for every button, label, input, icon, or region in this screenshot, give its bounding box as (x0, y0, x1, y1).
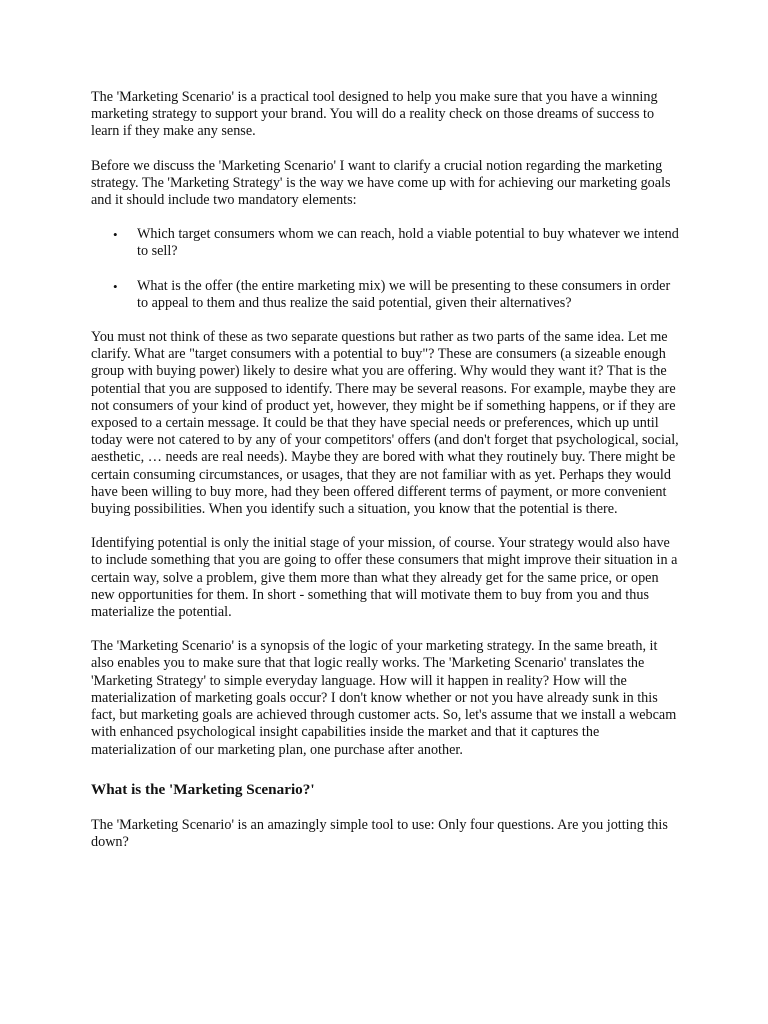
potential-paragraph: You must not think of these as two separate questions but rather as two parts of the same idea. Let me clarify. What are "target consumers with a potential to buy"? These are consumers (a sizeable enough group with buying power) likely to desire what you are offering. Why would they want it? That is the potential that you are supposed to identify. There may be several reasons. For example, maybe they are not consumers of your kind of product yet, however, they might be if something happens, or if they are exposed to a certain message. It could be that they have special needs or preferences, which up until today were not catered to by any of your competitors' offers (and don't forget that psychological, social, aesthetic, … needs are real needs). Maybe they are bored with what they routinely buy. There might be certain consuming circumstances, or usages, that they are not familiar with as yet. Perhaps they would have been willing to buy more, had they been offered different terms of payment, or more convenient buying possibilities. When you identify such a situation, you know that the potential is there. (91, 329, 679, 518)
list-item-text: What is the offer (the entire marketing mix) we will be presenting to these consumers in order to appeal to them and thus realize the said potential, given their alternatives? (137, 277, 671, 311)
list-item (91, 226, 679, 260)
offer-paragraph: Identifying potential is only the initial stage of your mission, of course. Your strategy would also have to include something that you are going to offer these consumers that might improve their situation in a certain way, solve a problem, give them more than what they already get for the same price, or open new opportunities for them. In short - something that will motivate them to buy from you and thus materialize the potential. (91, 535, 678, 621)
section-heading: What is the 'Marketing Scenario?' (91, 780, 315, 798)
list-item (91, 278, 679, 312)
list-item-text: Which target consumers whom we can reach, hold a viable potential to buy whatever we intend to sell? (137, 226, 679, 260)
strategy-paragraph: Before we discuss the 'Marketing Scenario' I want to clarify a crucial notion regarding the marketing strategy. The 'Marketing Strategy' is the way we have come up with for achieving our marketing goals and it should include two mandatory elements: (91, 157, 671, 209)
mandatory-elements-list (91, 226, 679, 312)
document-page (91, 89, 679, 868)
bullet-icon: • (113, 278, 118, 294)
intro-paragraph: The 'Marketing Scenario' is a practical tool designed to help you make sure that you have a winning marketing strategy to support your brand. You will do a reality check on those dreams of success to learn if they make any sense. (91, 89, 658, 140)
bullet-icon: • (113, 227, 118, 243)
final-paragraph: The 'Marketing Scenario' is an amazingly simple tool to use: Only four questions. Are you jotting this down? (91, 816, 668, 850)
synopsis-paragraph: The 'Marketing Scenario' is a synopsis of the logic of your marketing strategy. In the same breath, it also enables you to make sure that that logic really works. The 'Marketing Scenario' translates the 'Marketing Strategy' to simple everyday language. How will it happen in reality? How will the materialization of marketing goals occur? I don't know whether or not you have already sunk in this fact, but marketing goals are achieved through customer acts. So, let's assume that we install a webcam with enhanced psychological insight capabilities inside the market and that it captures the materialization of our marketing plan, one purchase after another. (91, 638, 677, 758)
